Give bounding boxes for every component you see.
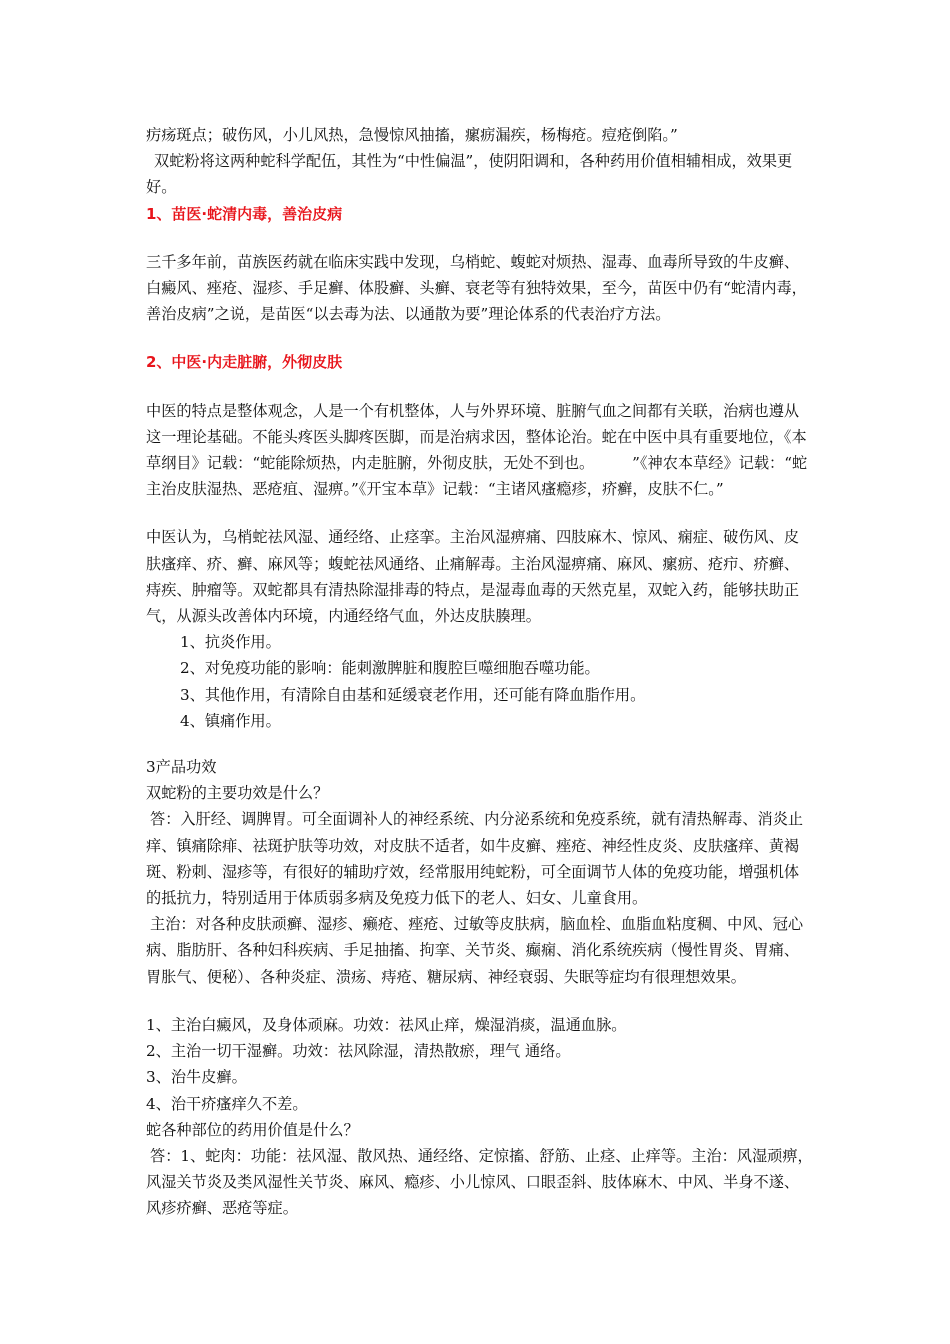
list-item: 4、治干疥瘙痒久不差。 <box>146 1094 308 1113</box>
question-snake-parts: 蛇各种部位的药用价值是什么？ <box>146 1120 359 1139</box>
list-item: 4、镇痛作用。 <box>180 711 281 730</box>
answer-snake-parts: 答：1、蛇肉：功能：祛风湿、散风热、通经络、定惊搐、舒筋、止痉、止痒等。主治：风湿顽痹，风湿关节炎及类风湿性关节炎、麻风、瘾疹、小儿惊风、口眼歪斜、肢体麻木、中风、半身不遂、风疹疥癣、恶疮等症。 <box>146 1146 813 1218</box>
list-item: 2、主治一切干湿癣。功效：祛风除湿，清热散瘀，理气 通络。 <box>146 1042 571 1061</box>
question-main-effect: 双蛇粉的主要功效是什么？ <box>146 784 329 803</box>
paragraph-shuangshefen: 双蛇粉将这两种蛇科学配伍，其性为“中性偏温”，使阴阳调和，各种药用价值相辅相成，效果更好。 <box>146 152 793 197</box>
spacer <box>146 227 814 249</box>
spacer <box>146 990 814 1012</box>
paragraph-intro-end: 疠疡斑点；破伤风，小儿风热，急慢惊风抽搐，瘰疬漏疾，杨梅疮。痘疮倒陷。” <box>146 126 678 144</box>
answer-indications: 主治：对各种皮肤顽癣、湿疹、癞疮、痤疮、过敏等皮肤病，脑血栓、血脂血粘度稠、中风、冠心病、脂肪肝、各种妇科疾病、手足抽搐、拘挛、关节炎、癫痫、消化系统疾病（慢性胃炎、胃痛、胃胀气、便秘）、各种炎症、溃疡、痔疮、糖尿病、神经衰弱、失眠等症均有很理想效果。 <box>146 915 804 986</box>
spacer <box>146 734 814 754</box>
section-title-product-effect: 3产品功效 <box>146 758 217 777</box>
list-item: 3、其他作用，有清除自由基和延缓衰老作用，还可能有降血脂作用。 <box>180 685 646 704</box>
spacer <box>146 502 814 524</box>
list-item: 2、对免疫功能的影响：能刺激脾脏和腹腔巨噬细胞吞噬功能。 <box>180 659 600 678</box>
heading-chinese-medicine: 2、中医·内走脏腑，外彻皮肤 <box>146 353 343 372</box>
list-item: 1、主治白癜风，及身体顽麻。功效：祛风止痒，燥湿消痰，温通血脉。 <box>146 1015 627 1034</box>
heading-miao-medicine: 1、苗医·蛇清内毒，善治皮病 <box>146 204 343 223</box>
list-item: 3、治牛皮癣。 <box>146 1068 247 1087</box>
paragraph-chinese-medicine: 中医的特点是整体观念，人是一个有机整体，人与外界环境、脏腑气血之间都有关联，治病也遵从这一理论基础。不能头疼医头脚疼医脚，而是治病求因，整体论治。蛇在中医中具有重要地位，《本草纲目》记载：“蛇能除烦热，内走脏腑，外彻皮肤，无处不到也。 ”《神农本草经》记载：“蛇主治皮肤湿热、恶疮疽、湿痹。”《开宝本草》记载：“主诸风瘙瘾疹，疥癣，皮肤不仁。” <box>146 401 808 499</box>
spacer <box>146 327 814 349</box>
paragraph-chinese-medicine-view: 中医认为，乌梢蛇祛风湿、通经络、止痉挛。主治风湿痹痛、四肢麻木、惊风、痫症、破伤风、皮肤瘙痒、疥、癣、麻风等；蝮蛇祛风通络、止痛解毒。主治风湿痹痛、麻风、瘰疬、疮疖、疥癣、痔疾、肿瘤等。双蛇都具有清热除湿排毒的特点，是湿毒血毒的天然克星，双蛇入药，能够扶助正气，从源头改善体内环境，内通经络气血，外达皮肤腠理。 <box>146 528 800 626</box>
list-item: 1、抗炎作用。 <box>180 633 281 652</box>
document-page <box>146 122 814 1222</box>
paragraph-miao-medicine: 三千多年前，苗族医药就在临床实践中发现，乌梢蛇、蝮蛇对烦热、湿毒、血毒所导致的牛皮癣、白癜风、痤疮、湿疹、手足癣、体股癣、头癣、衰老等有独特效果，至今，苗医中仍有“蛇清内毒，善治皮病”之说，是苗医“以去毒为法、以通散为要”理论体系的代表治疗方法。 <box>146 252 807 324</box>
answer-main-effect: 答：入肝经、调脾胃。可全面调补人的神经系统、内分泌系统和免疫系统，就有清热解毒、消炎止痒、镇痛除痱、祛斑护肤等功效，对皮肤不适者，如牛皮癣、痤疮、神经性皮炎、皮肤瘙痒、黄褐斑、粉刺、湿疹等，有很好的辅助疗效，经常服用纯蛇粉，可全面调节人体的免疫功能，增强机体的抵抗力，特别适用于体质弱多病及免疫力低下的老人、妇女、儿童食用。 <box>146 810 804 908</box>
spacer <box>146 376 814 398</box>
